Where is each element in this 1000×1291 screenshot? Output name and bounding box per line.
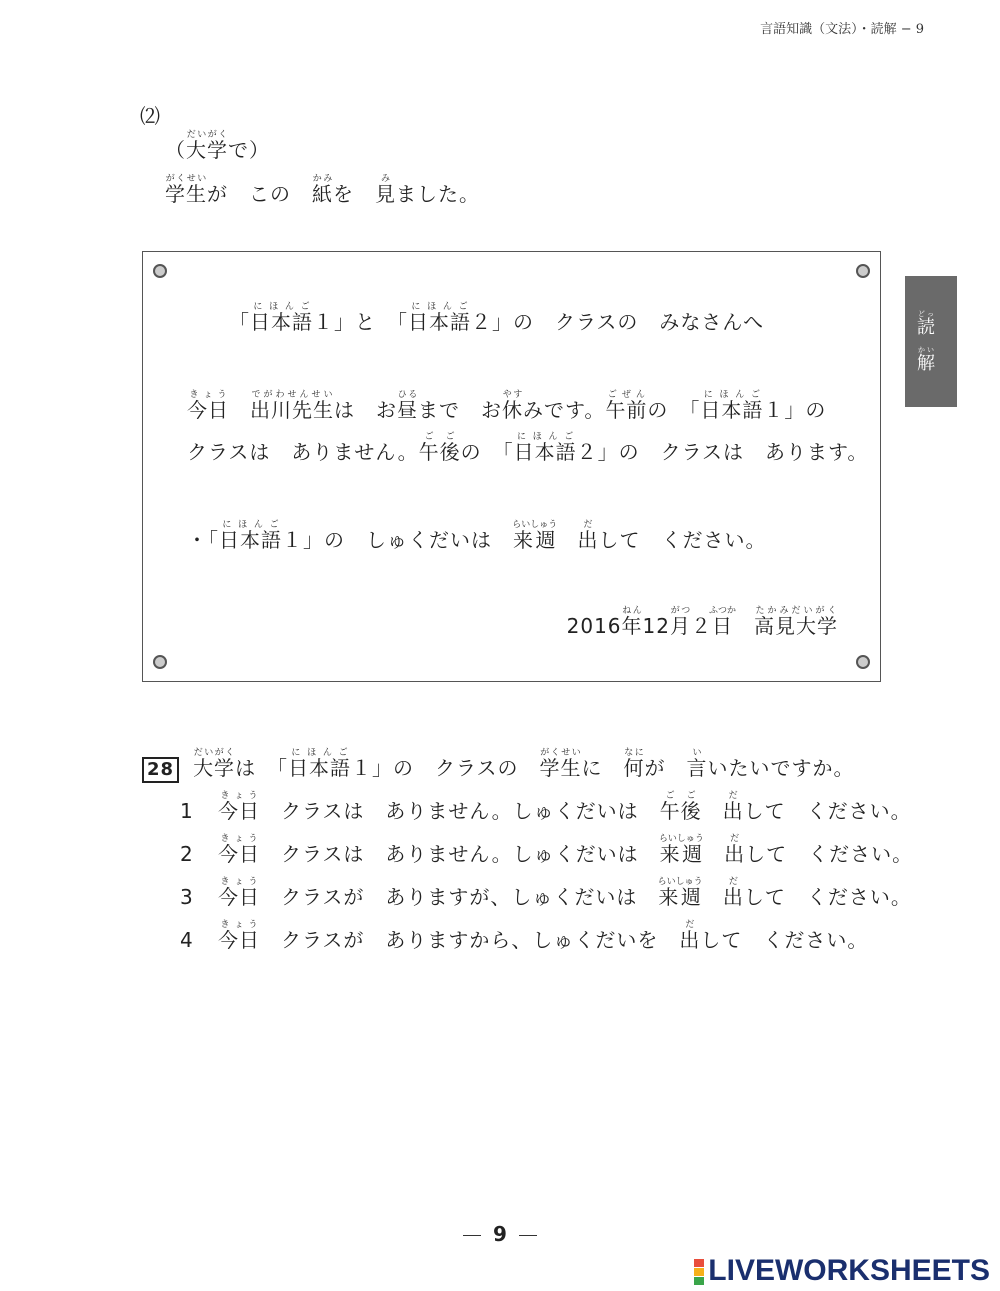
- context-line: （大学だいがくで）: [165, 130, 270, 162]
- screw-icon: [153, 655, 167, 669]
- liveworksheets-logo: LIVEWORKSHEETS: [694, 1254, 990, 1288]
- page-number: 9: [0, 1222, 1000, 1246]
- intro-line: 学生がくせいが この 紙かみを 見みました。: [165, 174, 480, 206]
- dash-icon: [463, 1235, 481, 1237]
- reading-section-tab: [905, 276, 957, 407]
- screw-icon: [856, 264, 870, 278]
- question-number-badge: 28: [142, 757, 179, 783]
- notice-line-2: クラスは ありません。午後ごごの 「日本語にほんご２」の クラスは あります。: [187, 432, 869, 464]
- answer-option-1[interactable]: 1 今日きょう クラスは ありません。しゅくだいは 午後ごご 出だして ください。: [180, 791, 912, 823]
- notice-date-signature: 2016年ねん12月がつ２日ふつか 高見大学たかみだいがく: [566, 606, 838, 638]
- tab-char-2: 解かい: [917, 346, 935, 374]
- screw-icon: [153, 264, 167, 278]
- screw-icon: [856, 655, 870, 669]
- question-stem: 28 大学だいがくは 「日本語にほんご１」の クラスの 学生がくせいに 何なにが 言いいたいですか。: [142, 748, 854, 783]
- answer-option-2[interactable]: 2 今日きょう クラスは ありません。しゅくだいは 来週らいしゅう 出だして ください。: [180, 834, 914, 866]
- section-number: ⑵: [140, 104, 160, 128]
- notice-line-1: 今日きょう 出川先生でがわせんせいは お昼ひるまで お休やすみです。午前ごぜんの 「日本語にほんご１」の: [187, 390, 827, 422]
- logo-blocks-icon: [694, 1258, 704, 1286]
- running-header: 言語知識（文法）・読解 − 9: [760, 22, 924, 37]
- notice-title: 「日本語にほんご１」と 「日本語にほんご２」の クラスの みなさんへ: [229, 302, 764, 334]
- dash-icon: [519, 1235, 537, 1237]
- answer-option-4[interactable]: 4 今日きょう クラスが ありますから、しゅくだいを 出だして ください。: [180, 920, 869, 952]
- notice-board: [142, 251, 881, 682]
- tab-char-1: 読どっ: [917, 310, 935, 338]
- answer-option-3[interactable]: 3 今日きょう クラスが ありますが、しゅくだいは 来週らいしゅう 出だして ください。: [180, 877, 912, 909]
- notice-homework-line: ・「日本語にほんご１」の しゅくだいは 来週らいしゅう 出だして ください。: [187, 520, 767, 552]
